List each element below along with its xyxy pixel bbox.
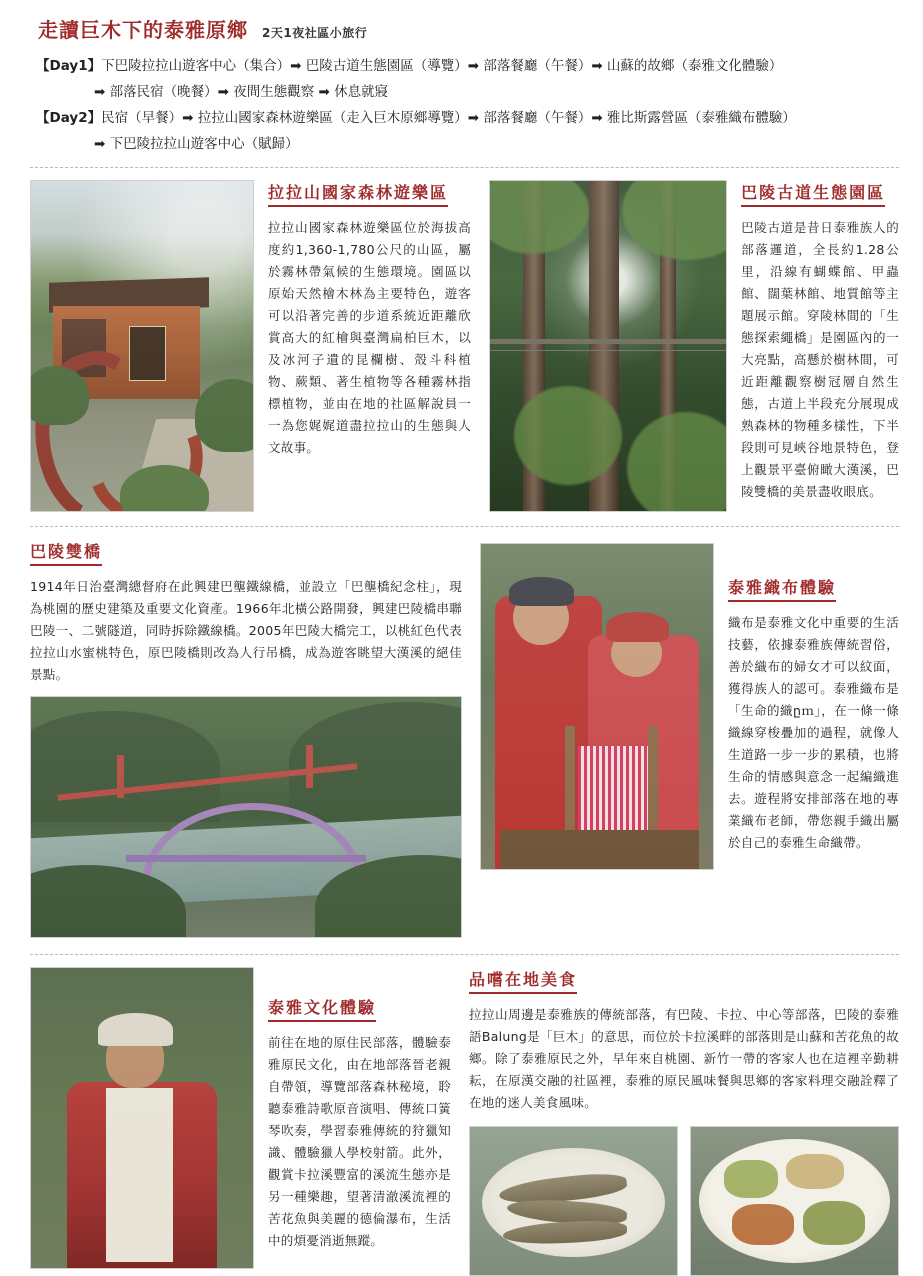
section-title-local-food: 品嚐在地美食 xyxy=(469,967,577,994)
section-row-1 xyxy=(30,180,899,512)
section-local-food xyxy=(469,967,899,1276)
twin-bridge-photo xyxy=(30,696,462,938)
day1-text-line1: 下巴陵拉拉山遊客中心（集合）➡ 巴陵古道生態園區（導覽）➡ 部落餐廳（午餐）➡ 山蘇的故鄉（泰雅文化體驗） xyxy=(101,58,783,74)
section-text-baling-trail: 巴陵古道是昔日泰雅族人的部落邏道，全長約1.28公里，沿線有蝴蝶館、甲蟲館、闊葉林館、地質館等主題展示館。穿陵林間的「生態探索繩橋」是園區內的一大亮點，高懸於樹林間，可近距離觀察樹冠層自然生態，古道上半段充分展現成熟森林的物種多樣性，下半段則可見峽谷地景特色，登上觀景平臺俯瞰大漢溪，巴陵雙橋的美景盡收眼底。 xyxy=(741,220,899,499)
itinerary-day1-line1 xyxy=(36,53,899,79)
page-title: 走讀巨木下的泰雅原鄉 xyxy=(38,18,248,42)
day2-label: 【Day2】 xyxy=(36,110,102,126)
man-with-cap-photo xyxy=(30,967,254,1269)
day2-text-line2: ➡ 下巴陵拉拉山遊客中心（賦歸） xyxy=(94,136,299,152)
section-row-2 xyxy=(30,539,899,938)
itinerary xyxy=(30,53,899,157)
canopy-trees-photo xyxy=(489,180,727,512)
section-text-atayal-weaving: 織布是泰雅文化中重要的生活技藝，依據泰雅族傳統習俗，善於織布的婦女才可以紋面，獲得族人的認可。泰雅織布是「生命的織ըｍ」，在一條一條織線穿梭疊加的過程，就像人生道路一步一步的累積，也將生命的情感與意念一起編織進去。遊程將安排部落在地的專業織布老師，帶您親手織出屬於自己的泰雅生命織帶。 xyxy=(728,615,899,850)
itinerary-day1-line2 xyxy=(36,79,899,105)
divider-3 xyxy=(30,954,899,955)
itinerary-day2-line2 xyxy=(36,131,899,157)
divider-2 xyxy=(30,526,899,527)
section-text-local-food: 拉拉山周邊是泰雅族的傳統部落，有巴陵、卡拉、中心等部落，巴陵的泰雅語Balung是「巨木」的意思，而位於卡拉溪畔的部落則是山蘇和苦花魚的故鄉。除了泰雅原民之外，早年來自桃園、新竹一帶的客家人也在這裡辛勤耕耘，在原漢交融的社區裡，泰雅的原民風味餐與思鄉的客家料理交融詮釋了在地的迷人美食風味。 xyxy=(469,1007,899,1110)
header xyxy=(30,14,899,43)
section-title-twin-bridge: 巴陵雙橋 xyxy=(30,539,102,566)
section-text-atayal-culture: 前往在地的原住民部落，體驗泰雅原民文化，由在地部落晉老親自帶領，導覽部落森林秘境，聆聽泰雅詩歌原音演唱、傳統口簧琴吹奏，學習泰雅傳統的狩獵知識、體驗獵人學校射箭。此外，觀賞卡拉溪豐富的溪流生態亦是另一種樂趣，望著清澈溪流裡的苦花魚與美麗的德倫瀑布，生活中的煩憂消逝無蹤。 xyxy=(268,1035,451,1248)
section-title-atayal-weaving: 泰雅織布體驗 xyxy=(728,575,836,602)
plated-dish-photo xyxy=(690,1126,899,1276)
section-title-lalashan: 拉拉山國家森林遊樂區 xyxy=(268,180,448,207)
itinerary-day2-line1 xyxy=(36,105,899,131)
visitor-center-photo xyxy=(30,180,254,512)
weaving-women-photo xyxy=(480,543,714,870)
section-baling-trail xyxy=(489,180,899,512)
day2-text-line1: 民宿（早餐）➡ 拉拉山國家森林遊樂區（走入巨木原鄉導覽）➡ 部落餐廳（午餐）➡ 雅比斯露營區（泰雅織布體驗） xyxy=(101,110,796,126)
divider-1 xyxy=(30,167,899,168)
section-twin-bridge xyxy=(30,539,462,938)
page-subtitle: 2天1夜社區小旅行 xyxy=(262,26,368,40)
section-atayal-weaving xyxy=(480,539,899,870)
day1-text-line2: ➡ 部落民宿（晚餐）➡ 夜間生態觀察 ➡ 休息就寢 xyxy=(94,84,389,100)
day1-label: 【Day1】 xyxy=(36,58,102,74)
section-row-3 xyxy=(30,967,899,1276)
section-atayal-culture xyxy=(30,967,451,1269)
section-text-twin-bridge: 1914年日治臺灣總督府在此興建巴壟鐵線橋，並設立「巴壟橋紀念柱」，現為桃園的歷史建築及重要文化資產。1966年北橫公路開發，興建巴陵橋串聯巴陵一、二號隧道，同時拆除鐵線橋。2005年巴陵大橋完工，以桃紅色代表拉拉山水蜜桃特色，原巴陵橋則改為人行吊橋，成為遊客眺望大漢溪的絕佳景點。 xyxy=(30,579,462,682)
fried-fish-photo xyxy=(469,1126,678,1276)
section-title-atayal-culture: 泰雅文化體驗 xyxy=(268,995,376,1022)
section-lalashan xyxy=(30,180,471,512)
section-title-baling-trail: 巴陵古道生態園區 xyxy=(741,180,885,207)
section-text-lalashan: 拉拉山國家森林遊樂區位於海拔高度約1,360-1,780公尺的山區，屬於霧林帶氣候的生態環境。園區以原始天然檜木林為主要特色，遊客可以沿著完善的步道系統近距離欣賞高大的紅檜與臺灣扁柏巨木，以及冰河子遺的昆欄樹、殼斗科植物、蕨類、著生植物等各種霧林指標植物，並由在地的社區解說員一一為您娓娓道盡拉拉山的生態與人文故事。 xyxy=(268,220,472,455)
